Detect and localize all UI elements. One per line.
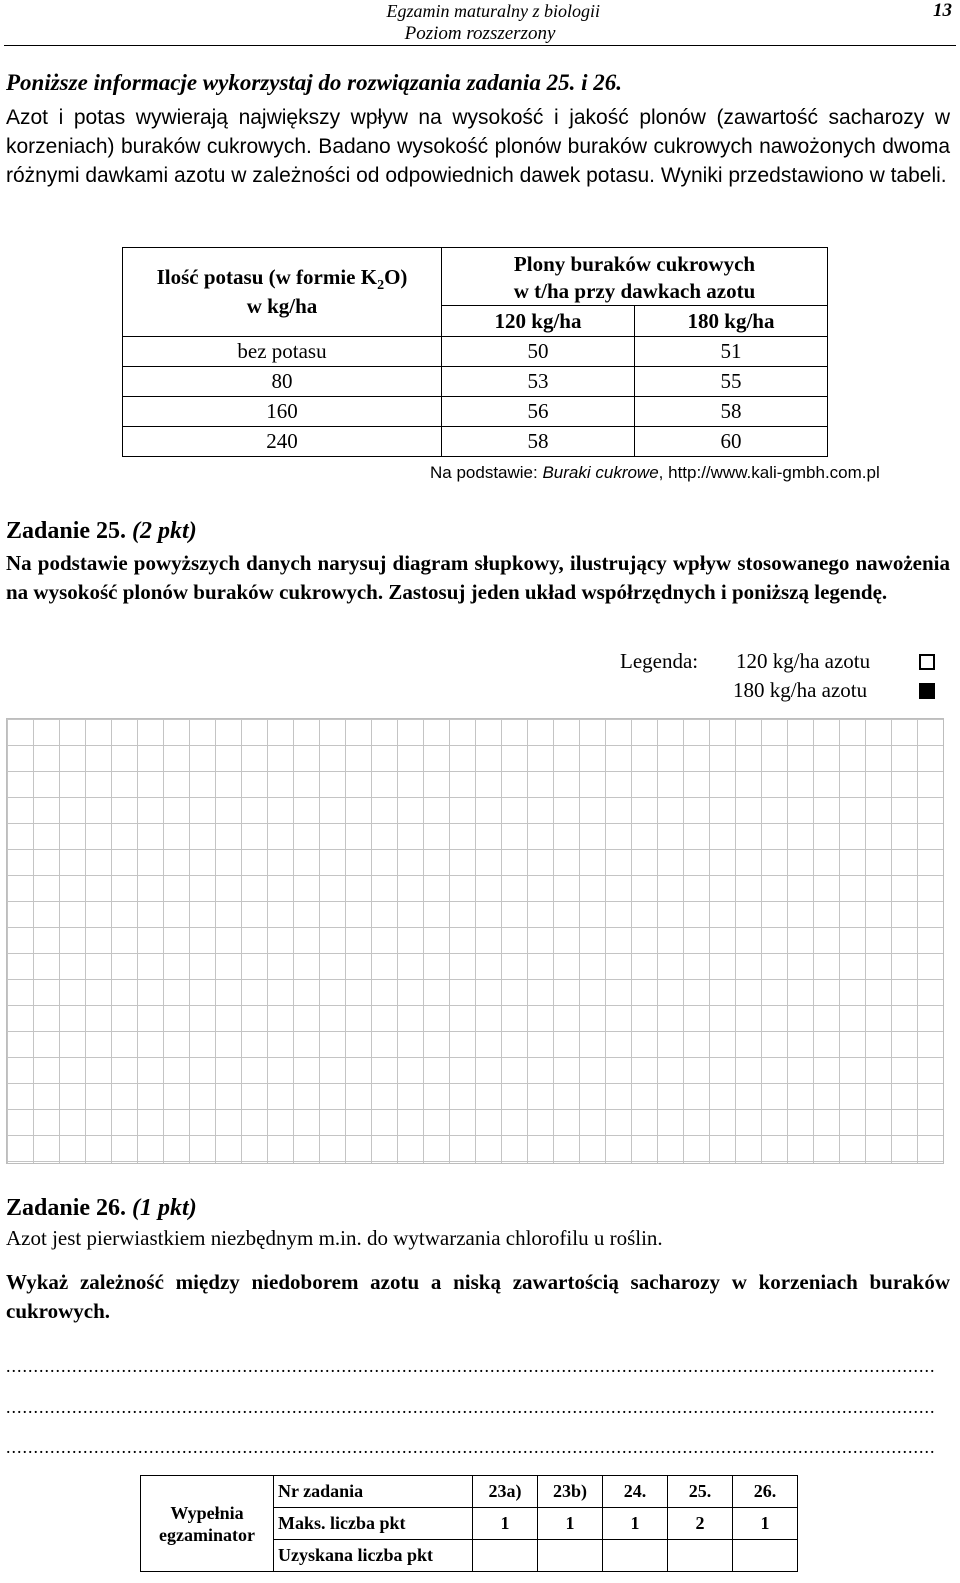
yield-table bbox=[122, 247, 828, 457]
task-number: 23b) bbox=[538, 1476, 603, 1508]
task-number: 23a) bbox=[473, 1476, 538, 1508]
table-cell: 56 bbox=[442, 397, 635, 427]
legend-black-square-icon bbox=[919, 683, 935, 699]
drawing-grid[interactable] bbox=[6, 718, 944, 1164]
yield-group-header-line2: w t/ha przy dawkach azotu bbox=[442, 277, 828, 306]
table-row bbox=[123, 367, 828, 397]
page-number: 13 bbox=[933, 0, 952, 21]
yield-group-header-line1: Plony buraków cukrowych bbox=[442, 248, 828, 278]
table-cell: 58 bbox=[442, 427, 635, 457]
table-cell: 55 bbox=[634, 367, 827, 397]
task26-info: Azot jest pierwiastkiem niezbędnym m.in. do wytwarzania chlorofilu u roślin. bbox=[6, 1226, 663, 1250]
table-cell: 51 bbox=[634, 337, 827, 367]
answer-line[interactable]: ......................................................................................................................................................................... bbox=[6, 1356, 936, 1376]
score-table bbox=[140, 1475, 798, 1572]
table-row bbox=[123, 397, 828, 427]
task-number: 24. bbox=[603, 1476, 668, 1508]
table-cell: 60 bbox=[634, 427, 827, 457]
task26-title: Zadanie 26. (1 pkt) bbox=[6, 1195, 197, 1221]
table-cell: 50 bbox=[442, 337, 635, 367]
obtained-points-cell[interactable] bbox=[473, 1540, 538, 1572]
table-source: Na podstawie: Buraki cukrowe, http://www.kali-gmbh.com.pl bbox=[430, 463, 880, 482]
table-cell: bez potasu bbox=[123, 337, 442, 367]
table-cell: 80 bbox=[123, 367, 442, 397]
sub-header-120: 120 kg/ha bbox=[442, 306, 635, 337]
task-number: 25. bbox=[668, 1476, 733, 1508]
intro-title: Poniższe informacje wykorzystaj do rozwiązania zadania 25. i 26. bbox=[6, 70, 622, 95]
obtained-points-cell[interactable] bbox=[538, 1540, 603, 1572]
task26-question: Wykaż zależność między niedoborem azotu a niską zawartością sacharozy w korzeniach buraków cukrowych. bbox=[6, 1270, 950, 1323]
max-points: 1 bbox=[538, 1508, 603, 1540]
row-label-obtained-points: Uzyskana liczba pkt bbox=[274, 1540, 473, 1572]
row-label-max-points: Maks. liczba pkt bbox=[274, 1508, 473, 1540]
answer-line[interactable]: ......................................................................................................................................................................... bbox=[6, 1437, 936, 1457]
legend-white-square-icon bbox=[919, 654, 935, 670]
task25-instructions: Na podstawie powyższych danych narysuj diagram słupkowy, ilustrujący wpływ stosowanego nawożenia na wysokość plonów buraków cukrowych. Zastosuj jeden układ współrzędnych i poniższą legendę. bbox=[6, 551, 950, 604]
legend-label: Legenda: bbox=[620, 649, 699, 673]
row-label-task-no: Nr zadania bbox=[274, 1476, 473, 1508]
table-row bbox=[123, 337, 828, 367]
task25-title: Zadanie 25. (2 pkt) bbox=[6, 518, 197, 544]
exam-title: Egzamin maturalny z biologii bbox=[386, 1, 600, 21]
max-points: 1 bbox=[603, 1508, 668, 1540]
legend-item-120: 120 kg/ha azotu bbox=[736, 649, 871, 673]
max-points: 1 bbox=[733, 1508, 798, 1540]
table-cell: 53 bbox=[442, 367, 635, 397]
table-cell: 240 bbox=[123, 427, 442, 457]
table-cell: 58 bbox=[634, 397, 827, 427]
obtained-points-cell[interactable] bbox=[603, 1540, 668, 1572]
legend-item-180: 180 kg/ha azotu bbox=[733, 678, 868, 702]
header-divider bbox=[4, 45, 956, 46]
table-row bbox=[123, 427, 828, 457]
max-points: 1 bbox=[473, 1508, 538, 1540]
examiner-label: Wypełnia egzaminator bbox=[141, 1476, 274, 1572]
obtained-points-cell[interactable] bbox=[668, 1540, 733, 1572]
max-points: 2 bbox=[668, 1508, 733, 1540]
task-number: 26. bbox=[733, 1476, 798, 1508]
obtained-points-cell[interactable] bbox=[733, 1540, 798, 1572]
potassium-header: Ilość potasu (w formie $K_2O$) w kg/ha bbox=[123, 248, 442, 337]
table-cell: 160 bbox=[123, 397, 442, 427]
intro-text: Azot i potas wywierają największy wpływ na wysokość i jakość plonów (zawartość sacharozy w korzeniach) buraków cukrowych. Badano wysokość plonów buraków cukrowych nawożonych dwoma różnymi dawkami azotu w zależności od odpowiednich dawek potasu. Wyniki przedstawiono w tabeli. bbox=[6, 106, 950, 187]
answer-line[interactable]: ......................................................................................................................................................................... bbox=[6, 1397, 936, 1417]
exam-level: Poziom rozszerzony bbox=[404, 23, 556, 44]
sub-header-180: 180 kg/ha bbox=[634, 306, 827, 337]
